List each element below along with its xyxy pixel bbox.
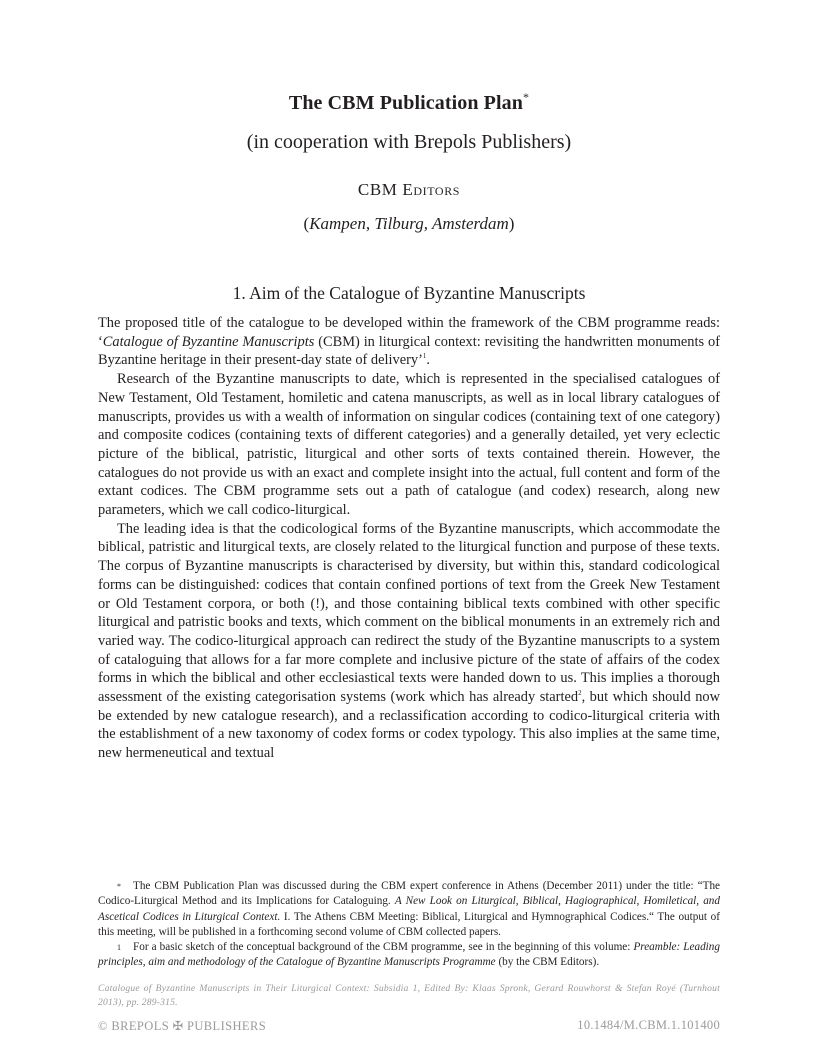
footnote-text: For a basic sketch of the conceptual background of the CBM programme, see in the beginning of this volume: <box>133 941 634 954</box>
body-text <box>98 314 720 763</box>
footnote-1 <box>98 940 720 971</box>
paragraph-text: . <box>426 352 430 369</box>
footnotes <box>98 879 720 971</box>
footnote-text: The CBM Publication Plan was discussed during the CBM expert conference in Athens (December 2011) under the title: “The Codico-Liturgical Method and its Implications for Cataloguing. <box>98 880 720 908</box>
article-title <box>98 92 720 115</box>
paren-close: ) <box>508 214 515 233</box>
affiliation-places: Kampen, Tilburg, Amsterdam <box>309 214 509 233</box>
footnote-star <box>98 879 720 940</box>
footnote-mark: * <box>117 882 121 891</box>
footnote-ref-2[interactable]: 2 <box>578 689 582 698</box>
publisher-copyright: © BREPOLS ✠ PUBLISHERS <box>98 1019 267 1033</box>
title-footnote-marker[interactable]: * <box>522 90 530 104</box>
section-heading: 1. Aim of the Catalogue of Byzantine Manuscripts <box>232 283 586 303</box>
footnote-text: (by the CBM Editors). <box>495 956 600 969</box>
paren-open: ( <box>303 214 310 233</box>
catalogue-title-italic: Catalogue of Byzantine Manuscripts <box>102 333 315 350</box>
title-text: The CBM Publication Plan <box>288 92 523 114</box>
source-citation: Catalogue of Byzantine Manuscripts in Their Liturgical Context: Subsidia 1, Edited By: Klaas Spronk, Gerard Rouwhorst & Stefan Royé (Turnhout 2013), pp. 289-315. <box>98 983 720 1008</box>
doi-link[interactable]: 10.1484/M.CBM.1.101400 <box>577 1018 720 1032</box>
footnote-italic: Preamble: Leading principles, aim and methodology of the Catalogue of Byzantine Manuscripts Programme <box>98 941 720 969</box>
paragraph-3 <box>98 520 720 763</box>
footnote-italic: A New Look on Liturgical, Biblical, Hagiographical, Homiletical, and Ascetical Codices in Liturgical Context. <box>98 895 720 923</box>
footnote-mark: 1 <box>117 943 121 953</box>
authors: CBM Editors <box>357 180 461 199</box>
affiliation <box>98 214 720 234</box>
paragraph-1 <box>98 314 720 370</box>
paragraph-2: Research of the Byzantine manuscripts to date, which is represented in the specialised catalogues of New Testament, Old Testament, homiletic and catena manuscripts, as well as in local library catalogues of manuscripts, provides us with a wealth of information on singular codices (containing text of one category) and composite codices (containing texts of different categories) and a generally detailed, yet very eclectic picture of the biblical, patristic, liturgical and other sorts of texts contained therein. However, the catalogues do not provide us with an exact and complete insight into the actual, full content and form of the extant codices. The CBM programme sets out a path of catalogue (and codex) research, along new parameters, which we call codico-liturgical. <box>98 371 720 519</box>
paragraph-text: The leading idea is that the codicological forms of the Byzantine manuscripts, which accommodate the biblical, patristic and liturgical texts, are closely related to the liturgical function and purpose of these texts. The corpus of Byzantine manuscripts is characterised by diversity, but within this, standard codicological forms can be distinguished: codices that contain confined portions of text from the Greek New Testament or Old Testament corpora, or both (!), and those containing biblical texts combined with other specific liturgical and patristic books and texts, which comment on the biblical monuments in an extremely rich and varied way. The codico-liturgical approach can redirect the study of the Byzantine manuscripts to a system of cataloguing that allows for a far more complete and inclusive picture of the state of affairs of the codex forms in which the biblical and other ecclesiastical texts were handed down to us. This implies a thorough assessment of the existing categorisation systems (work which has already started <box>98 520 720 706</box>
paragraph-text: , but which should now be extended by new catalogue research), and a reclassification according to codico-liturgical criteria with the establishment of a new taxonomy of codex forms or codex typology. This also implies at the same time, new hermeneutical and textual <box>98 689 720 762</box>
paragraph-text: The proposed title of the catalogue to be developed within the framework of the CBM programme reads: ‘ <box>98 315 720 350</box>
footnote-ref-1[interactable]: 1 <box>422 352 427 361</box>
footnote-text: I. The Athens CBM Meeting: Biblical, Liturgical and Hymnographical Codices.“ The output of this meeting, will be published in a forthcoming second volume of CBM collected papers. <box>98 910 720 938</box>
paragraph-text: (CBM) in liturgical context: revisiting the handwritten monuments of Byzantine heritage in their present-day state of delivery’ <box>98 333 720 369</box>
article-subtitle: (in cooperation with Brepols Publishers) <box>246 131 572 153</box>
